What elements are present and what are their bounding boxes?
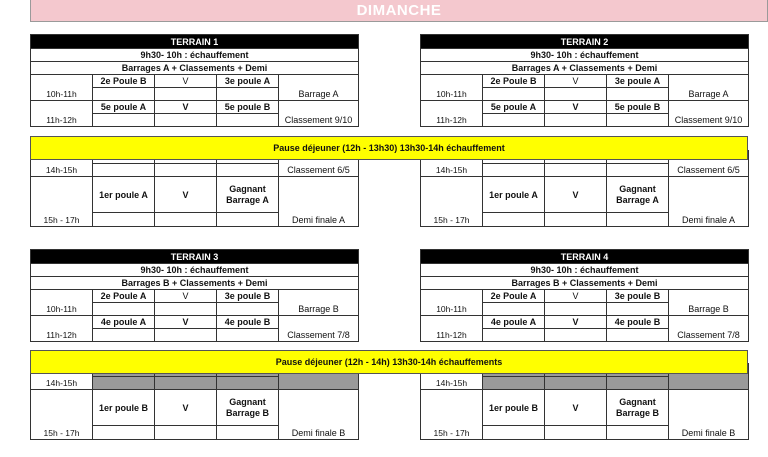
match-type: Barrage A (669, 75, 749, 101)
team-a: 2e Poule A (483, 290, 545, 303)
team-b: 5e poule B (217, 101, 279, 114)
match-type: Barrage B (279, 290, 359, 316)
team-a: 1er poule B (483, 390, 545, 426)
versus: V (545, 316, 607, 329)
match-type: Demi finale B (669, 390, 749, 440)
versus: V (545, 101, 607, 114)
terrain-title: TERRAIN 3 (31, 250, 359, 264)
warmup-row: 9h30- 10h : échauffement (31, 264, 359, 277)
versus: V (545, 390, 607, 426)
match-type: Classement 6/5 (279, 151, 359, 177)
time-slot: 14h-15h (31, 364, 93, 390)
team-b: 3e poule B (217, 290, 279, 303)
team-b: Gagnant Barrage A (607, 177, 669, 213)
team-a: 2e Poule B (483, 75, 545, 88)
team-a: 1er poule A (483, 177, 545, 213)
terrain-2-schedule (420, 34, 748, 227)
time-slot: 15h - 17h (421, 390, 483, 440)
team-a: 1er poule A (93, 177, 155, 213)
team-b: 5e poule B (607, 101, 669, 114)
time-slot: 10h-11h (31, 290, 93, 316)
time-slot: 10h-11h (421, 290, 483, 316)
match-type: Barrage A (279, 75, 359, 101)
terrain-4-schedule (420, 249, 748, 440)
versus: V (155, 290, 217, 303)
match-type: Demi finale B (279, 390, 359, 440)
terrain-title: TERRAIN 4 (421, 250, 749, 264)
terrain-3-schedule (30, 249, 358, 440)
phase-row: Barrages A + Classements + Demi (421, 62, 749, 75)
match-type: Classement 6/5 (669, 151, 749, 177)
team-a: 5e poule A (93, 101, 155, 114)
time-slot: 11h-12h (421, 316, 483, 342)
time-slot: 15h - 17h (31, 390, 93, 440)
terrain-title: TERRAIN 2 (421, 35, 749, 49)
team-a: 5e poule A (483, 101, 545, 114)
warmup-row: 9h30- 10h : échauffement (31, 49, 359, 62)
lunch-break-banner: Pause déjeuner (12h - 14h) 13h30-14h échauffements (30, 350, 748, 374)
time-slot: 14h-15h (31, 151, 93, 177)
team-b: 3e poule B (607, 290, 669, 303)
time-slot: 11h-12h (421, 101, 483, 127)
team-a: 2e Poule A (93, 290, 155, 303)
team-b: Gagnant Barrage B (607, 390, 669, 426)
match-type: Classement 9/10 (279, 101, 359, 127)
team-a: 1er poule B (93, 390, 155, 426)
versus: V (545, 290, 607, 303)
warmup-row: 9h30- 10h : échauffement (421, 264, 749, 277)
warmup-row: 9h30- 10h : échauffement (421, 49, 749, 62)
team-b: Gagnant Barrage B (217, 390, 279, 426)
versus: V (155, 75, 217, 88)
versus: V (155, 316, 217, 329)
time-slot: 14h-15h (421, 364, 483, 390)
match-type: Barrage B (669, 290, 749, 316)
time-slot: 11h-12h (31, 316, 93, 342)
terrain-title: TERRAIN 1 (31, 35, 359, 49)
phase-row: Barrages A + Classements + Demi (31, 62, 359, 75)
team-b: Gagnant Barrage A (217, 177, 279, 213)
lunch-break-banner: Pause déjeuner (12h - 13h30) 13h30-14h échauffement (30, 136, 748, 160)
phase-row: Barrages B + Classements + Demi (31, 277, 359, 290)
team-a: 4e poule A (483, 316, 545, 329)
team-b: 3e poule A (607, 75, 669, 88)
time-slot: 14h-15h (421, 151, 483, 177)
team-a: 2e Poule B (93, 75, 155, 88)
time-slot: 15h - 17h (31, 177, 93, 227)
versus: V (155, 101, 217, 114)
match-type: Classement 7/8 (279, 316, 359, 342)
team-a: 4e poule A (93, 316, 155, 329)
day-banner: DIMANCHE (30, 0, 768, 22)
terrain-1-schedule (30, 34, 358, 227)
phase-row: Barrages B + Classements + Demi (421, 277, 749, 290)
match-type: Classement 7/8 (669, 316, 749, 342)
team-b: 4e poule B (217, 316, 279, 329)
time-slot: 15h - 17h (421, 177, 483, 227)
versus: V (155, 390, 217, 426)
match-type: Demi finale A (669, 177, 749, 227)
time-slot: 11h-12h (31, 101, 93, 127)
match-type: Classement 9/10 (669, 101, 749, 127)
time-slot: 10h-11h (31, 75, 93, 101)
match-type: Demi finale A (279, 177, 359, 227)
time-slot: 10h-11h (421, 75, 483, 101)
versus: V (155, 177, 217, 213)
versus: V (545, 177, 607, 213)
team-b: 4e poule B (607, 316, 669, 329)
versus: V (545, 75, 607, 88)
team-b: 3e poule A (217, 75, 279, 88)
